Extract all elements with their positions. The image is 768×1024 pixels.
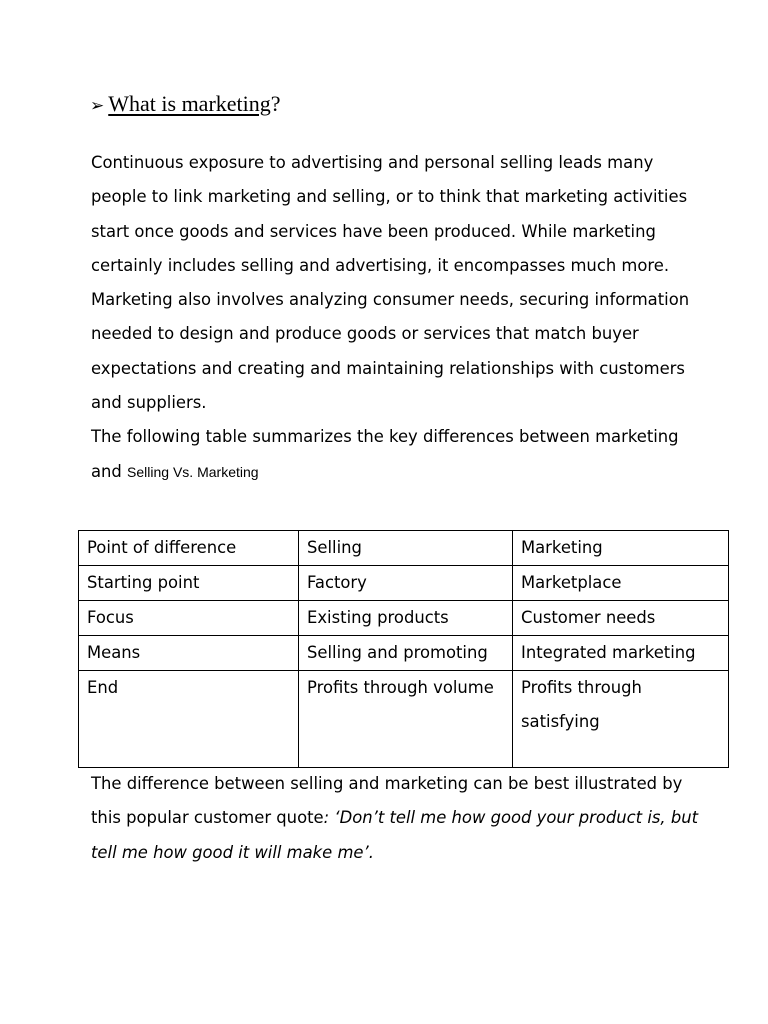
table-cell: Factory (299, 566, 513, 601)
table-cell: Means (79, 636, 299, 671)
table-cell: Customer needs (513, 601, 729, 636)
intro-paragraph: Continuous exposure to advertising and personal selling leads many people to link marketing and selling, or to think that marketing activities start once goods and services have been produced. While marketing certainly includes selling and advertising, it encompasses much more. Marketing also involves analyzing consumer needs, securing information needed to design and produce goods or services that match buyer expectations and creating and maintaining relationships with customers and suppliers. (91, 153, 690, 413)
table-row (79, 671, 729, 768)
table-cell: Marketplace (513, 566, 729, 601)
table-intro-caption: Selling Vs. Marketing (127, 463, 259, 480)
intro-text (91, 146, 711, 489)
table-intro-paragraph (91, 420, 711, 489)
table-cell: Profits through satisfying (513, 671, 729, 768)
heading-suffix: ? (270, 91, 281, 116)
table-cell: End (79, 671, 299, 768)
table-header-cell: Selling (299, 531, 513, 566)
table-cell: Starting point (79, 566, 299, 601)
arrow-bullet-icon: ➢ (90, 96, 105, 116)
table-cell: Existing products (299, 601, 513, 636)
table-row (79, 601, 729, 636)
closing-lead: The difference between selling and marketing can be best illustrated by this popular customer quote (91, 774, 683, 828)
table-intro-lead: The following table summarizes the key differences between marketing and (91, 427, 679, 481)
heading-title: What is marketing (108, 91, 271, 116)
table-row (79, 566, 729, 601)
closing-text (91, 767, 711, 870)
differences-table (78, 530, 729, 768)
table-header-row (79, 531, 729, 566)
table-row (79, 636, 729, 671)
table-cell: Focus (79, 601, 299, 636)
closing-paragraph (91, 767, 711, 870)
table-cell: Selling and promoting (299, 636, 513, 671)
table-header-cell: Marketing (513, 531, 729, 566)
customer-quote: : ‘Don’t tell me how good your product is, but tell me how good it will make me’. (91, 808, 699, 862)
table-cell: Profits through volume (299, 671, 513, 768)
table-header-cell: Point of difference (79, 531, 299, 566)
table-cell: Integrated marketing (513, 636, 729, 671)
section-heading (90, 88, 281, 122)
